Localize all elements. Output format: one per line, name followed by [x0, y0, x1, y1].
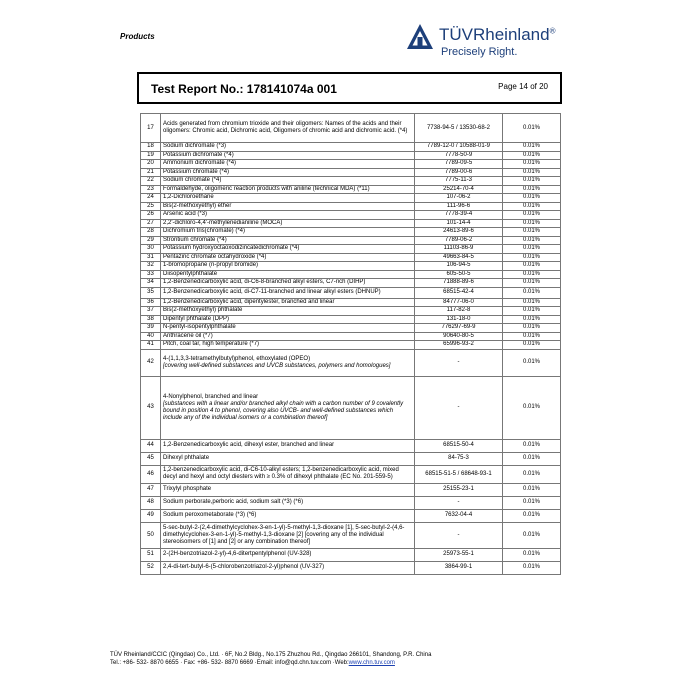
limit-value: 0.01% — [503, 324, 561, 333]
substance-name — [161, 509, 415, 522]
row-number: 25 — [141, 202, 161, 211]
table-row — [141, 143, 561, 152]
substance-text: 5-sec-butyl-2-(2,4-dimethylcyclohex-3-en-1-yl)-5-methyl-1,3-dioxane [1], 5-sec-butyl-2-(4,6-dimethylcyclohex-3-en-1-yl)-5-methyl-1,3-dioxane [2] [covering any of the individual stereoisomers of [1] and [2] or any combination thereof] — [163, 524, 405, 545]
section-label: Products — [120, 32, 155, 41]
limit-value: 0.01% — [503, 298, 561, 307]
table-row — [141, 202, 561, 211]
row-number: 52 — [141, 561, 161, 574]
substance-text: Potassium dichromate (*4) — [163, 151, 234, 158]
limit-value: 0.01% — [503, 496, 561, 509]
table-row — [141, 341, 561, 350]
substance-name — [161, 114, 415, 143]
substance-name — [161, 439, 415, 452]
substance-name — [161, 307, 415, 316]
substance-text: Sodium chromate (*4) — [163, 177, 222, 184]
row-number: 40 — [141, 332, 161, 341]
substance-text: Ammonium dichromate (*4) — [163, 160, 237, 167]
row-number: 22 — [141, 177, 161, 186]
row-number: 30 — [141, 245, 161, 254]
substance-text: Sodium dichromate (*3) — [163, 143, 227, 150]
limit-value: 0.01% — [503, 245, 561, 254]
limit-value: 0.01% — [503, 279, 561, 288]
row-number: 23 — [141, 185, 161, 194]
table-row — [141, 211, 561, 220]
substance-text: 1-bromopropane (n-propyl bromide) — [163, 262, 259, 269]
table-row — [141, 298, 561, 307]
row-number: 20 — [141, 160, 161, 169]
page-indicator: Page 14 of 20 — [498, 82, 548, 91]
substance-name — [161, 452, 415, 465]
substance-text: 4-(1,1,3,3-tetramethylbutyl)phenol, ethoxylated (OPEO) — [163, 355, 311, 362]
substance-text: 1,2-benzenedicarboxylic acid, di-C6-10-alkyl esters; 1,2-benzenedicarboxylic acid, mixed decyl and hexyl and octyl diesters with ≥ 0.3% of dihexyl phthalate (EC No. 201-559-5) — [163, 467, 399, 480]
cas-number: 7789-12-0 / 10588-01-9 — [415, 143, 503, 152]
substance-name — [161, 483, 415, 496]
row-number: 41 — [141, 341, 161, 350]
report-title: Test Report No.: 178141074a 001 — [151, 82, 337, 96]
table-row — [141, 307, 561, 316]
substance-text: Sodium perborate,perboric acid, sodium salt (*3) (*6) — [163, 499, 304, 505]
substance-name — [161, 561, 415, 574]
substance-name — [161, 160, 415, 169]
row-number: 29 — [141, 236, 161, 245]
limit-value: 0.01% — [503, 219, 561, 228]
limit-value: 0.01% — [503, 439, 561, 452]
limit-value: 0.01% — [503, 185, 561, 194]
cas-number: 605-50-5 — [415, 270, 503, 279]
table-row — [141, 177, 561, 186]
cas-number: 106-94-5 — [415, 262, 503, 271]
cas-number: - — [415, 496, 503, 509]
limit-value: 0.01% — [503, 548, 561, 561]
cas-number: 68515-51-5 / 68648-93-1 — [415, 465, 503, 483]
cas-number: 7789-00-6 — [415, 168, 503, 177]
substance-text: 1,2-Benzenedicarboxylic acid, di-C7-11-branched and linear alkyl esters (DHNUP) — [163, 289, 381, 295]
substance-text: Potassium chromate (*4) — [163, 168, 230, 175]
limit-value: 0.01% — [503, 315, 561, 324]
row-number: 33 — [141, 270, 161, 279]
row-number: 42 — [141, 349, 161, 376]
substance-name — [161, 270, 415, 279]
substance-name — [161, 341, 415, 350]
table-row — [141, 287, 561, 298]
limit-value: 0.01% — [503, 114, 561, 143]
limit-value: 0.01% — [503, 509, 561, 522]
substance-name — [161, 496, 415, 509]
substance-text: 1,2-Benzenedicarboxylic acid, dihexyl ester, branched and linear — [163, 442, 335, 448]
footer-web-link[interactable]: www.chn.tuv.com — [348, 659, 395, 666]
limit-value: 0.01% — [503, 307, 561, 316]
cas-number: 111-96-6 — [415, 202, 503, 211]
cas-number: - — [415, 376, 503, 439]
substance-note: [substances with a linear and/or branched alkyl chain with a carbon number of 9 covalently bound in position 4 to phenol, covering also UVCB- and well-defined substances which include any of the individual isomers or a combination thereof] — [163, 400, 404, 421]
substance-text: 2-(2H-benzotriazol-2-yl)-4,6-ditertpentylphenol (UV-328) — [163, 551, 312, 557]
substance-name — [161, 143, 415, 152]
cas-number: 68515-42-4 — [415, 287, 503, 298]
report-header — [137, 72, 562, 104]
limit-value: 0.01% — [503, 332, 561, 341]
substance-text: Potassium hydroxyoctaoxodizincatedichromate (*4) — [163, 245, 300, 252]
cas-number: 68515-50-4 — [415, 439, 503, 452]
cas-number: 24613-89-6 — [415, 228, 503, 237]
row-number: 21 — [141, 168, 161, 177]
limit-value: 0.01% — [503, 160, 561, 169]
substance-name — [161, 315, 415, 324]
cas-number: 49663-84-5 — [415, 253, 503, 262]
table-row — [141, 452, 561, 465]
cas-number: - — [415, 349, 503, 376]
substance-name — [161, 548, 415, 561]
limit-value: 0.01% — [503, 202, 561, 211]
table-row — [141, 194, 561, 203]
limit-value: 0.01% — [503, 143, 561, 152]
limit-value: 0.01% — [503, 561, 561, 574]
limit-value: 0.01% — [503, 168, 561, 177]
substance-name — [161, 279, 415, 288]
table-row — [141, 522, 561, 548]
substance-text: Formaldehyde, oligomeric reaction products with aniline (technical MDA) (*11) — [163, 185, 370, 192]
cas-number: 776297-69-9 — [415, 324, 503, 333]
substance-name — [161, 185, 415, 194]
row-number: 24 — [141, 194, 161, 203]
cas-number: 90640-80-5 — [415, 332, 503, 341]
table-row — [141, 332, 561, 341]
table-row — [141, 245, 561, 254]
substance-name — [161, 253, 415, 262]
table-row — [141, 439, 561, 452]
limit-value: 0.01% — [503, 177, 561, 186]
table-row — [141, 483, 561, 496]
substance-name — [161, 376, 415, 439]
substance-text: Strontium chromate (*4) — [163, 236, 227, 243]
substance-text: Pitch, coal tar, high temperature (*7) — [163, 341, 260, 348]
limit-value: 0.01% — [503, 262, 561, 271]
substance-text: 1,2-Dichloroethane — [163, 194, 214, 201]
limit-value: 0.01% — [503, 270, 561, 279]
substance-text: 2,4-di-tert-butyl-6-(5-chlorobenzotriazol-2-yl)phenol (UV-327) — [163, 564, 325, 570]
limit-value: 0.01% — [503, 522, 561, 548]
row-number: 26 — [141, 211, 161, 220]
row-number: 35 — [141, 287, 161, 298]
row-number: 45 — [141, 452, 161, 465]
substance-name — [161, 177, 415, 186]
row-number: 51 — [141, 548, 161, 561]
substance-text: 4-Nonylphenol, branched and linear — [163, 393, 259, 400]
cas-number: 25973-55-1 — [415, 548, 503, 561]
substance-text: Bis(2-methoxyethyl) ether — [163, 202, 232, 209]
substance-note: [covering well-defined substances and UVCB substances, polymers and homologues] — [163, 362, 391, 369]
row-number: 32 — [141, 262, 161, 271]
limit-value: 0.01% — [503, 452, 561, 465]
substance-name — [161, 245, 415, 254]
row-number: 50 — [141, 522, 161, 548]
table-row — [141, 465, 561, 483]
substance-name — [161, 287, 415, 298]
row-number: 47 — [141, 483, 161, 496]
substance-text: Arsenic acid (*3) — [163, 211, 208, 218]
table-row — [141, 349, 561, 376]
brand-name: TÜVRheinland® — [439, 25, 556, 44]
table-row — [141, 114, 561, 143]
substance-text: 2,2'-dichloro-4,4'-methylenedianiline (MOCA) — [163, 219, 283, 226]
cas-number: 84-75-3 — [415, 452, 503, 465]
substance-text: Dihexyl phthalate — [163, 455, 210, 461]
limit-value: 0.01% — [503, 483, 561, 496]
row-number: 46 — [141, 465, 161, 483]
cas-number: 101-14-4 — [415, 219, 503, 228]
substance-text: Dichromium tris(chromate) (*4) — [163, 228, 246, 235]
cas-number: 107-06-2 — [415, 194, 503, 203]
table-row — [141, 262, 561, 271]
substance-name — [161, 202, 415, 211]
limit-value: 0.01% — [503, 349, 561, 376]
cas-number: 7632-04-4 — [415, 509, 503, 522]
cas-number: 117-82-8 — [415, 307, 503, 316]
table-row — [141, 253, 561, 262]
table-row — [141, 160, 561, 169]
cas-number: 25155-23-1 — [415, 483, 503, 496]
substance-text: Acids generated from chromium trioxide and their oligomers: Names of the acids and their oligomers: Chromic acid, Dichromic acid, Oligomers of chromic acid and dichromic acid. (*4) — [163, 121, 408, 134]
cas-number: 3864-99-1 — [415, 561, 503, 574]
substance-name — [161, 219, 415, 228]
substance-text: N-pentyl-isopentylphthalate — [163, 324, 236, 331]
substance-text: Trixylyl phosphate — [163, 486, 212, 492]
limit-value: 0.01% — [503, 287, 561, 298]
cas-number: 7738-94-5 / 13530-68-2 — [415, 114, 503, 143]
table-row — [141, 548, 561, 561]
row-number: 49 — [141, 509, 161, 522]
substance-name — [161, 349, 415, 376]
row-number: 31 — [141, 253, 161, 262]
cas-number: 7778-50-9 — [415, 151, 503, 160]
footer-contact: Tel.: +86- 532- 8870 6655 · Fax: +86- 532- 8870 6669 ·Email: info@qd.chn.tuv.com ·Web:www.chn.tuv.com — [110, 659, 395, 666]
limit-value: 0.01% — [503, 151, 561, 160]
substance-name — [161, 465, 415, 483]
limit-value: 0.01% — [503, 211, 561, 220]
substance-text: Sodium peroxometaborate (*3) (*6) — [163, 512, 257, 518]
cas-number: 71888-89-6 — [415, 279, 503, 288]
table-row — [141, 324, 561, 333]
limit-value: 0.01% — [503, 465, 561, 483]
limit-value: 0.01% — [503, 228, 561, 237]
row-number: 37 — [141, 307, 161, 316]
table-row — [141, 270, 561, 279]
substance-text: Diisopentylphthalate — [163, 270, 218, 277]
cas-number: 7789-09-5 — [415, 160, 503, 169]
limit-value: 0.01% — [503, 376, 561, 439]
substance-name — [161, 236, 415, 245]
cas-number: 7775-11-3 — [415, 177, 503, 186]
table-row — [141, 219, 561, 228]
footer-address: TÜV Rheinland/CCIC (Qingdao) Co., Ltd. · 6F, No.2 Bldg., No.175 Zhuzhou Rd., Qingdao 266101, Shandong, P.R. China — [110, 652, 432, 658]
cas-number: 7778-39-4 — [415, 211, 503, 220]
table-row — [141, 376, 561, 439]
table-row — [141, 151, 561, 160]
table-row — [141, 509, 561, 522]
substance-text: Pentazinc chromate octahydroxide (*4) — [163, 253, 267, 260]
cas-number: 84777-06-0 — [415, 298, 503, 307]
substance-text: Anthracene oil (*7) — [163, 332, 213, 339]
table-row — [141, 236, 561, 245]
table-row — [141, 496, 561, 509]
tuv-logo — [405, 22, 565, 64]
substance-text: Bis(2-methoxyethyl) phthalate — [163, 307, 243, 314]
substance-text: 1,2-Benzenedicarboxylic acid, dipentylester, branched and linear — [163, 298, 335, 305]
table-row — [141, 315, 561, 324]
table-row — [141, 561, 561, 574]
row-number: 34 — [141, 279, 161, 288]
table-row — [141, 168, 561, 177]
cas-number: 25214-70-4 — [415, 185, 503, 194]
substance-name — [161, 211, 415, 220]
substance-name — [161, 324, 415, 333]
row-number: 18 — [141, 143, 161, 152]
substance-name — [161, 332, 415, 341]
limit-value: 0.01% — [503, 194, 561, 203]
cas-number: 7789-06-2 — [415, 236, 503, 245]
substance-name — [161, 522, 415, 548]
cas-number: - — [415, 522, 503, 548]
cas-number: 11103-86-9 — [415, 245, 503, 254]
row-number: 48 — [141, 496, 161, 509]
limit-value: 0.01% — [503, 236, 561, 245]
substance-name — [161, 194, 415, 203]
limit-value: 0.01% — [503, 341, 561, 350]
row-number: 39 — [141, 324, 161, 333]
table-row — [141, 185, 561, 194]
row-number: 36 — [141, 298, 161, 307]
limit-value: 0.01% — [503, 253, 561, 262]
substance-name — [161, 168, 415, 177]
row-number: 38 — [141, 315, 161, 324]
substance-text: 1,2-Benzenedicarboxylic acid, di-C6-8-branched alkyl esters, C7-rich (DIHP) — [163, 279, 366, 286]
substance-name — [161, 262, 415, 271]
table-row — [141, 279, 561, 288]
substance-table — [140, 113, 561, 575]
row-number: 44 — [141, 439, 161, 452]
cas-number: 65996-93-2 — [415, 341, 503, 350]
row-number: 27 — [141, 219, 161, 228]
brand-slogan: Precisely Right. — [441, 46, 518, 58]
row-number: 19 — [141, 151, 161, 160]
substance-name — [161, 151, 415, 160]
tuv-triangle-icon — [405, 22, 435, 52]
substance-text: Dipentyl phthalate (DPP) — [163, 315, 230, 322]
substance-name — [161, 228, 415, 237]
cas-number: 131-18-0 — [415, 315, 503, 324]
row-number: 43 — [141, 376, 161, 439]
page-footer — [110, 652, 590, 667]
substance-name — [161, 298, 415, 307]
table-row — [141, 228, 561, 237]
row-number: 28 — [141, 228, 161, 237]
row-number: 17 — [141, 114, 161, 143]
